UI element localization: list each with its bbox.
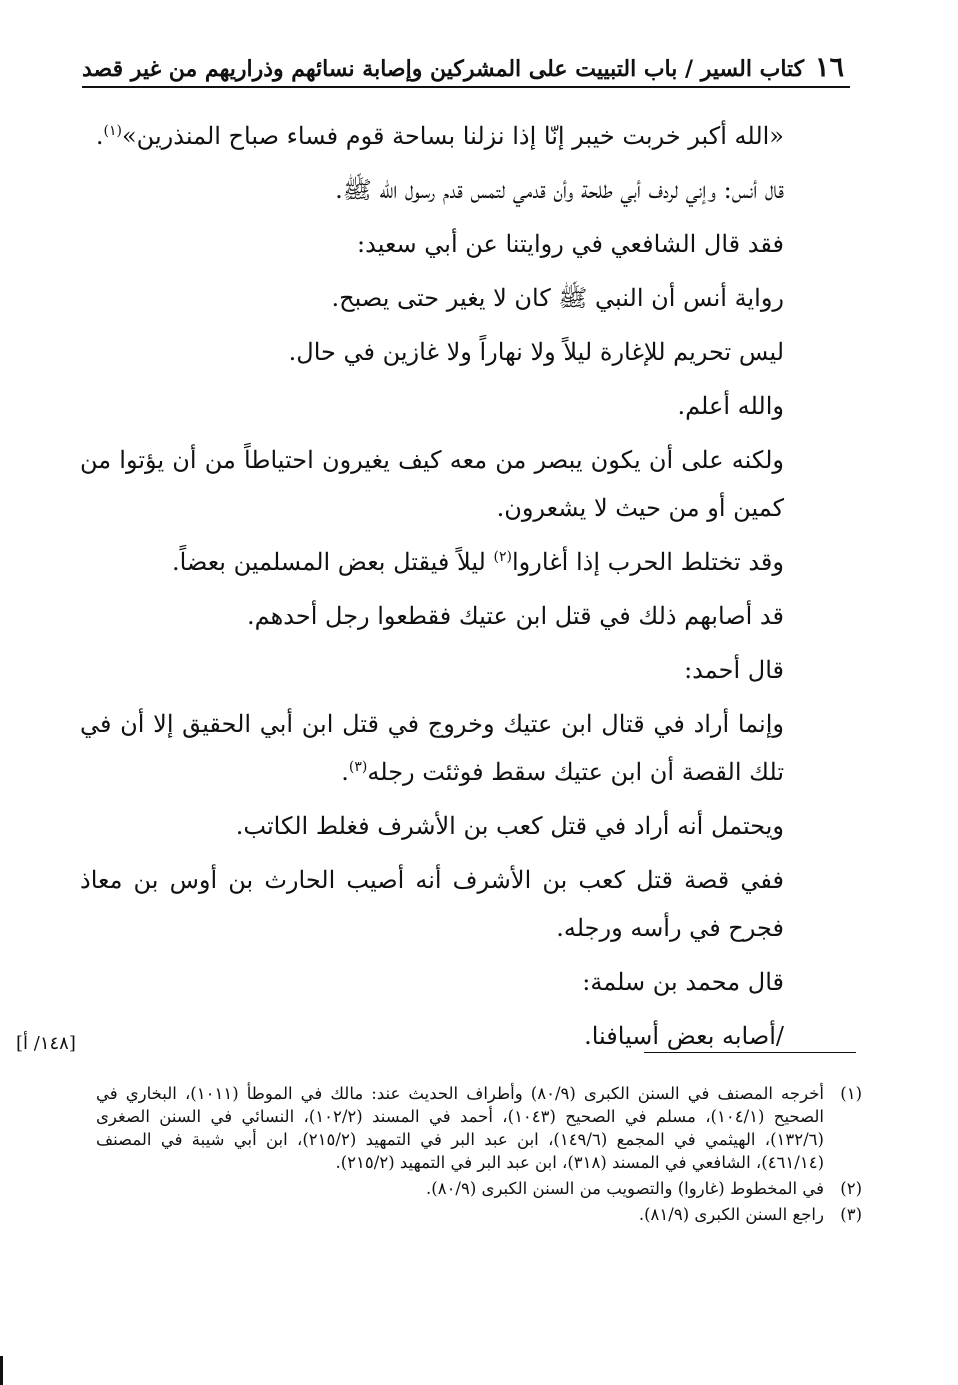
scan-edge-mark <box>0 1356 3 1385</box>
footnote-ref-2: (٢) <box>493 549 512 565</box>
swords-text: /أصابه بعض أسيافنا. <box>584 1022 784 1050</box>
irada-text: وإنما أراد في قتال ابن عتيك وخروج في قتل ابن أبي الحقيق إلا أن في تلك القصة أن ابن عتيك سقط فوثئت رجله <box>80 710 784 786</box>
footnote-2 <box>96 1177 862 1200</box>
footnote-text: أخرجه المصنف في السنن الكبرى (٨٠/٩) وأطراف الحديث عند: مالك في الموطأ (١٠١١)، البخاري في الصحيح (١٠٤/١)، مسلم في الصحيح (١٠٤٣)، أحمد في المسند (١٠٢/٢)، النسائي في السنن الصغرى (١٣٢/٦)، الهيثمي في المجمع (١٤٩/٦)، ابن عبد البر في التمهيد (٢١٥/٢)، ابن أبي شيبة في المصنف (٤٦١/١٤)، الشافعي في المسند (٣١٨)، ابن عبد البر في التمهيد (٢١٥/٢). <box>96 1084 824 1172</box>
header-rule <box>82 86 850 88</box>
paragraph-caution: ولكنه على أن يكون يبصر من معه كيف يغيرون احتياطاً من أن يؤتوا من كمين أو من حيث لا يشعرون. <box>80 446 784 522</box>
confusion-text-a: وقد تختلط الحرب إذا أغاروا <box>511 548 784 576</box>
paragraph-allahu-alam: والله أعلم. <box>677 392 784 420</box>
paragraph-irada <box>80 700 846 796</box>
main-text <box>16 112 846 1066</box>
manuscript-folio-marker: [١٤٨/ أ] <box>16 1033 76 1054</box>
footnotes <box>96 1082 862 1229</box>
page-number: ١٦ <box>814 52 844 83</box>
footnote-ref-1: (١) <box>103 123 122 139</box>
paragraph-ka-b: ويحتمل أنه أراد في قتل كعب بن الأشرف فغلط الكاتب. <box>235 812 784 840</box>
paragraph-anas: قال أنس: وإني لردف أبي طلحة وأن قدمي لتمس قدم رسول الله ﷺ. <box>335 176 784 204</box>
footnote-rule <box>644 1052 856 1053</box>
paragraph-hadith-quote <box>80 112 846 160</box>
footnote-number: (١) <box>840 1084 862 1103</box>
footnote-number: (٣) <box>840 1205 862 1224</box>
footnote-text: في المخطوط (غاروا) والتصويب من السنن الكبرى (٨٠/٩). <box>426 1179 824 1198</box>
footnote-number: (٢) <box>840 1179 862 1198</box>
paragraph-harith: ففي قصة قتل كعب بن الأشرف أنه أصيب الحارث بن أوس بن معاذ فجرح في رأسه ورجله. <box>80 866 784 942</box>
paragraph-shafii: فقد قال الشافعي في روايتنا عن أبي سعيد: <box>357 230 784 258</box>
paragraph-muhammad-salama: قال محمد بن سلمة: <box>582 968 784 996</box>
footnote-3 <box>96 1203 862 1226</box>
paragraph-end-mark: . <box>95 122 104 150</box>
paragraph-riwaya: رواية أنس أن النبي ﷺ كان لا يغير حتى يصبح. <box>331 284 784 312</box>
paragraph-ibn-atik: قد أصابهم ذلك في قتل ابن عتيك فقطعوا رجل أحدهم. <box>247 602 784 630</box>
paragraph-qala-ahmad: قال أحمد: <box>684 656 784 684</box>
paragraph-no-prohibition: ليس تحريم للإغارة ليلاً ولا نهاراً ولا غازين في حال. <box>288 338 784 366</box>
footnote-text: راجع السنن الكبرى (٨١/٩). <box>638 1205 824 1224</box>
footnote-1 <box>96 1082 862 1174</box>
running-title: كتاب السير / باب التبييت على المشركين وإصابة نسائهم وذراريهم من غير قصد <box>82 56 805 82</box>
hadith-quote-text: «الله أكبر خربت خيبر إنّا إذا نزلنا بساحة قوم فساء صباح المنذرين» <box>122 122 784 150</box>
paragraph-confusion <box>80 538 846 586</box>
page-header <box>82 48 850 88</box>
confusion-text-b: ليلاً فيقتل بعض المسلمين بعضاً. <box>171 548 494 576</box>
paragraph-end-mark: . <box>341 758 349 786</box>
footnote-ref-3: (٣) <box>348 759 368 775</box>
